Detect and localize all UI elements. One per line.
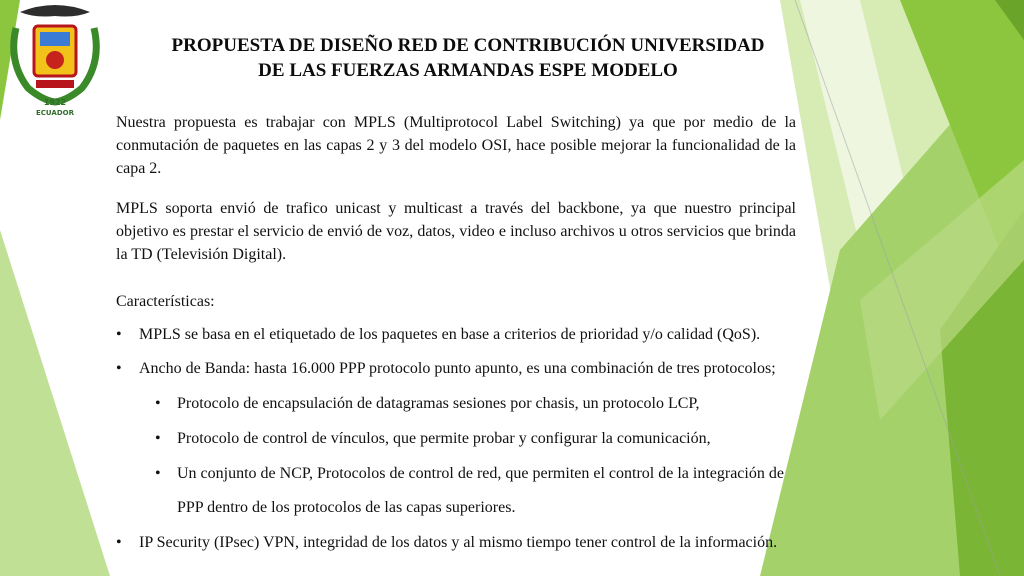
logo-country: ECUADOR [36, 109, 74, 117]
slide-title [120, 33, 816, 83]
sub-bullet-marker: • [155, 430, 161, 447]
features-heading: Características: [116, 293, 215, 310]
bullet-item: MPLS se basa en el etiquetado de los paquetes en base a criterios de prioridad y/o calidad (QoS). [139, 326, 761, 343]
bullet-item: IP Security (IPsec) VPN, integridad de los datos y al mismo tiempo tener control de la información. [139, 534, 778, 551]
sub-bullet-continuation: PPP dentro de los protocolos de las capas superiores. [177, 499, 516, 516]
university-logo [6, 2, 104, 118]
bullet-marker: • [116, 326, 122, 343]
bullet-marker: • [116, 360, 122, 377]
sub-bullet-marker: • [155, 395, 161, 412]
sub-bullet-marker: • [155, 465, 161, 482]
bullet-marker: • [116, 534, 122, 551]
title-line-1: PROPUESTA DE DISEÑO RED DE CONTRIBUCIÓN UNIVERSIDAD [171, 35, 765, 56]
sub-bullet-item: Un conjunto de NCP, Protocolos de control de red, que permiten el control de la integración de [177, 465, 784, 482]
title-line-2: DE LAS FUERZAS ARMANDAS ESPE MODELO [258, 60, 678, 81]
bullet-item: Ancho de Banda: hasta 16.000 PPP protocolo punto apunto, es una combinación de tres protocolos; [139, 360, 776, 377]
paragraph-mpls-proposal: Nuestra propuesta es trabajar con MPLS (Multiprotocol Label Switching) ya que por medio de la conmutación de paquetes en las capas 2 y 3 del modelo OSI, hace posible mejorar la funcionalidad de la capa 2. [116, 114, 796, 177]
sub-bullet-item: Protocolo de encapsulación de datagramas sesiones por chasis, un protocolo LCP, [177, 395, 700, 412]
logo-year: 1922 [43, 98, 67, 107]
paragraph-mpls-support: MPLS soporta envió de trafico unicast y multicast a través del backbone, ya que nuestro principal objetivo es prestar el servicio de envió de voz, datos, video e incluso archivos u otros servicios que brinda la TD (Televisión Digital). [116, 200, 796, 263]
sub-bullet-item: Protocolo de control de vínculos, que permite probar y configurar la comunicación, [177, 430, 711, 447]
